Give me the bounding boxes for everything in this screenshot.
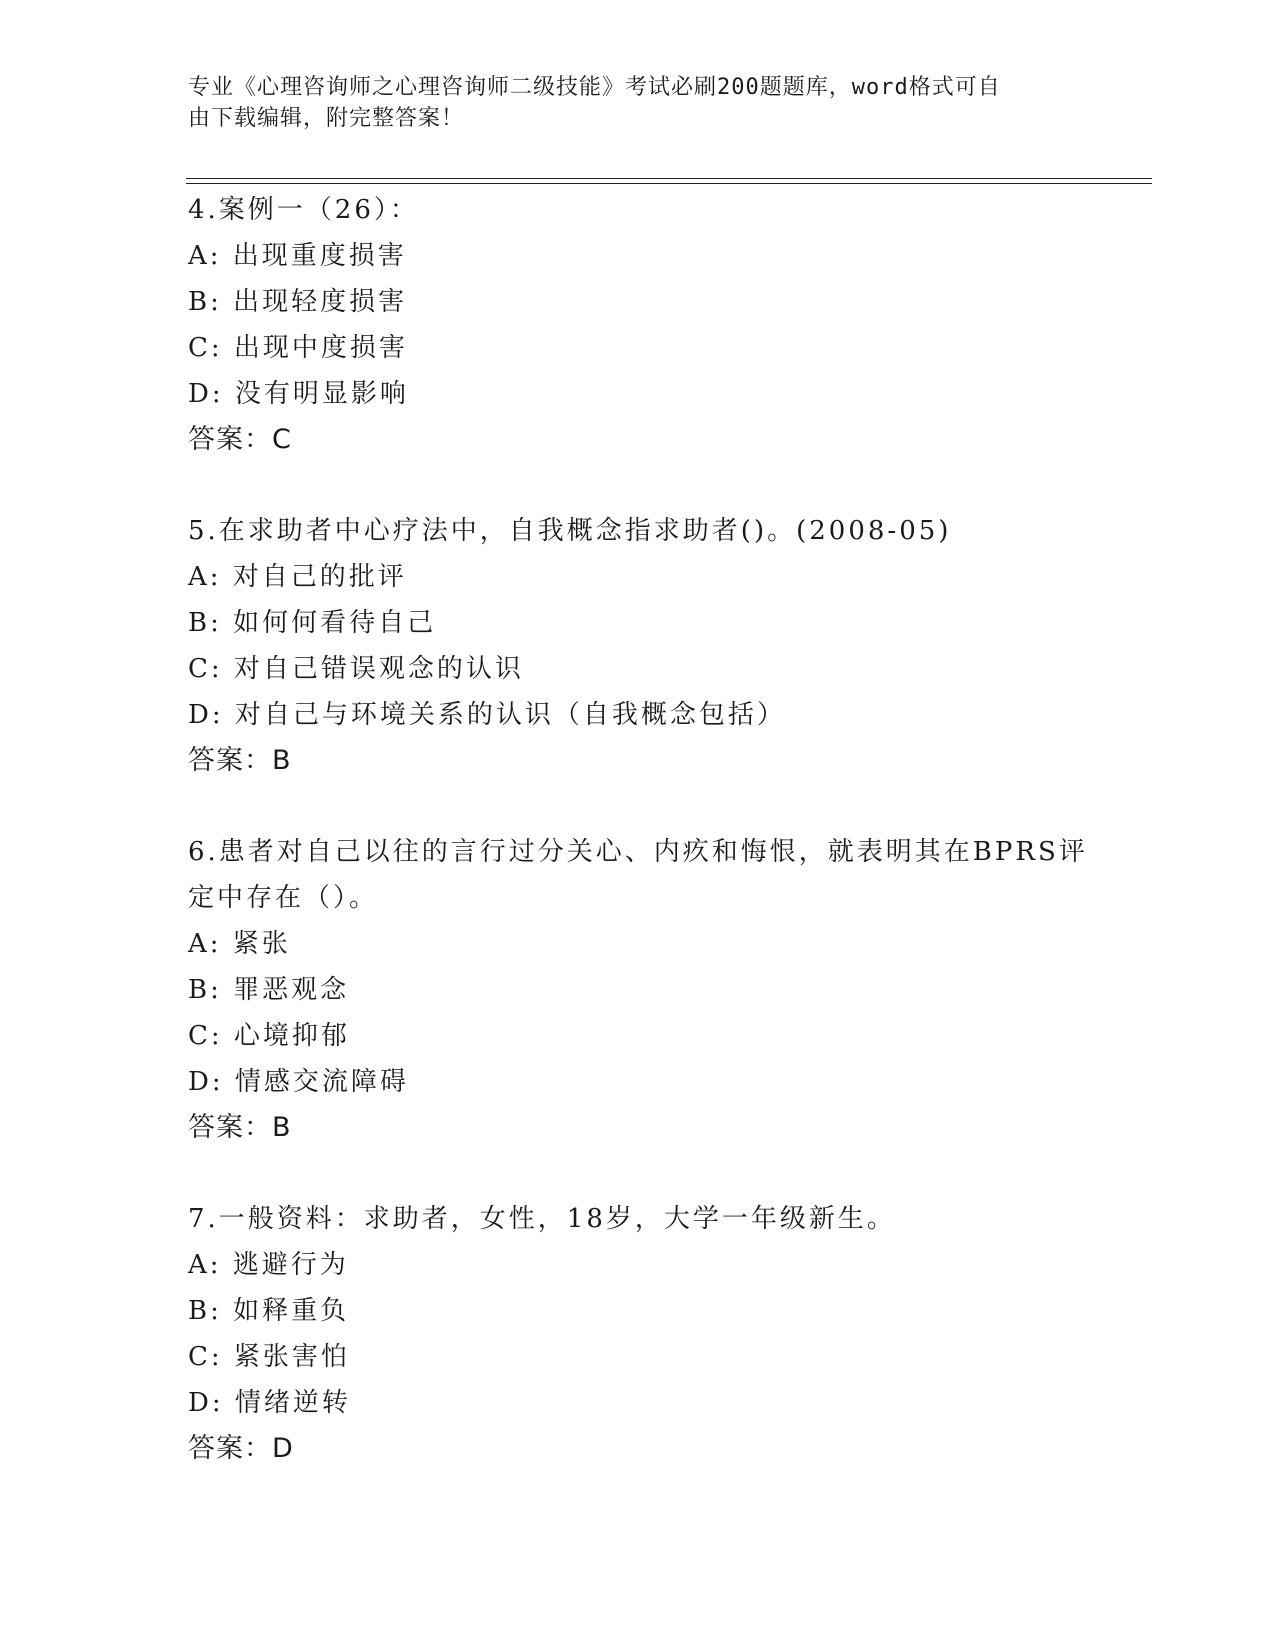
question-stem: 7.一般资料：求助者，女性，18岁，大学一年级新生。 [188,1204,896,1234]
question-stem: 4.案例一（26）： [188,195,419,225]
question-6 [188,829,1148,1151]
option-a: A: 紧张 [188,929,291,959]
question-stem-continued: 定中存在（）。 [188,883,379,913]
answer-line: 答案：C [188,424,292,455]
document-header [188,72,1088,134]
option-d: D: 对自己与环境关系的认识（自我概念包括） [188,700,786,730]
header-divider-top [186,178,1152,179]
question-7 [188,1196,1148,1472]
option-a: A: 对自己的批评 [188,562,407,592]
answer-line: 答案：B [188,745,292,776]
option-b: B: 如释重负 [188,1296,350,1326]
option-d: D: 没有明显影响 [188,379,409,409]
question-4 [188,187,1148,463]
option-b: B: 如何何看待自己 [188,608,437,638]
option-b: B: 出现轻度损害 [188,287,408,317]
answer-line: 答案：B [188,1112,292,1143]
option-b: B: 罪恶观念 [188,975,350,1005]
header-line-1: 专业《心理咨询师之心理咨询师二级技能》考试必刷200题题库，word格式可自 [188,75,1001,100]
option-c: C: 出现中度损害 [188,333,408,363]
question-5 [188,508,1148,784]
question-stem: 6.患者对自己以往的言行过分关心、内疚和悔恨，就表明其在BPRS评 [188,837,1088,867]
answer-line: 答案：D [188,1433,294,1464]
question-list [188,187,1148,1472]
header-divider-bottom [186,183,1152,184]
option-c: C: 对自己错误观念的认识 [188,654,524,684]
header-line-2: 由下载编辑，附完整答案！ [188,106,465,131]
option-d: D: 情绪逆转 [188,1388,351,1418]
option-d: D: 情感交流障碍 [188,1067,409,1097]
option-a: A: 出现重度损害 [188,241,407,271]
question-stem: 5.在求助者中心疗法中，自我概念指求助者()。(2008-05) [188,516,952,546]
option-a: A: 逃避行为 [188,1250,349,1280]
option-c: C: 紧张害怕 [188,1342,350,1372]
option-c: C: 心境抑郁 [188,1021,350,1051]
